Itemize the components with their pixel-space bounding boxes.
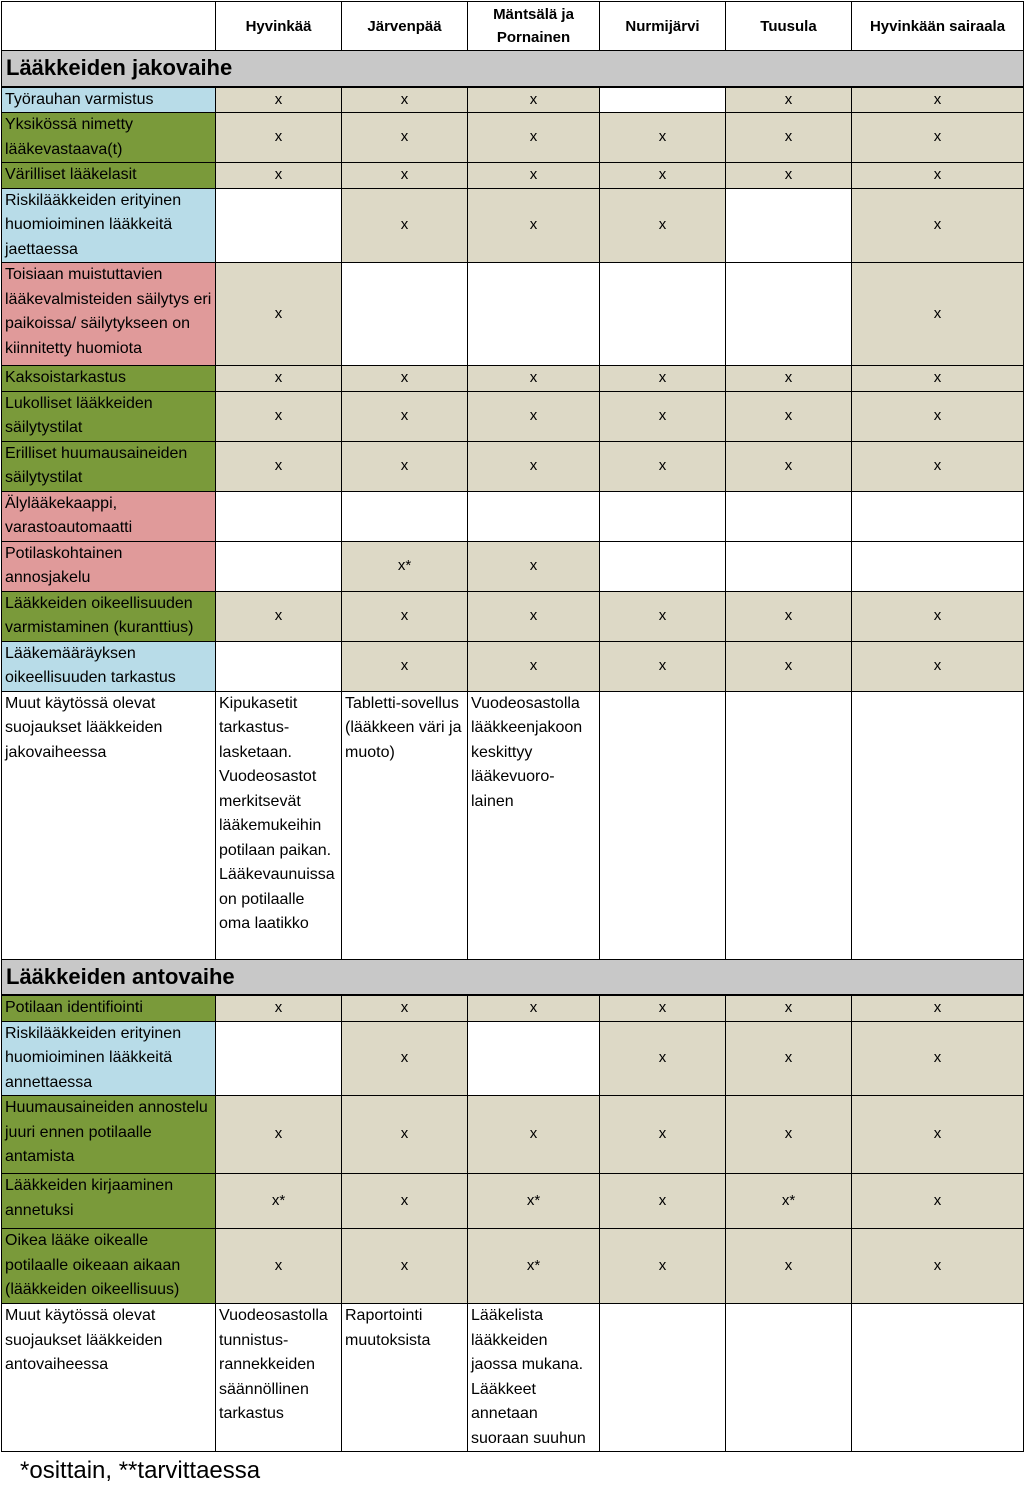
other-measures-row: [2, 1304, 1024, 1452]
mark-cell: x: [600, 188, 726, 263]
mark-cell: x: [468, 163, 600, 189]
table-row: [2, 995, 1024, 1021]
mark-cell: x*: [468, 1174, 600, 1229]
mark-cell: x: [342, 441, 468, 491]
mark-cell: x: [342, 366, 468, 392]
mark-cell: x: [342, 641, 468, 691]
note-cell: [852, 691, 1024, 959]
mark-cell: x: [342, 1174, 468, 1229]
column-header-row: [2, 2, 1024, 51]
mark-cell: x: [852, 591, 1024, 641]
mark-cell: x: [342, 113, 468, 163]
mark-cell: x: [600, 1229, 726, 1304]
note-cell: [726, 691, 852, 959]
mark-cell: x: [342, 87, 468, 113]
row-label: Riskilääkkeiden erityinen huomioiminen lääkkeitä annettaessa: [2, 1021, 216, 1096]
mark-cell: x: [600, 391, 726, 441]
mark-cell: x: [468, 441, 600, 491]
table-row: [2, 113, 1024, 163]
row-label: Lääkemääräyksen oikeellisuuden tarkastus: [2, 641, 216, 691]
mark-cell: x: [216, 591, 342, 641]
row-label: Lääkkeiden oikeellisuuden varmistaminen (kuranttius): [2, 591, 216, 641]
table-row: [2, 641, 1024, 691]
column-header: Tuusula: [726, 2, 852, 51]
mark-cell: x: [468, 87, 600, 113]
mark-cell: x: [468, 641, 600, 691]
mark-cell: x: [600, 366, 726, 392]
note-cell: Vuodeosastolla tunnistus-rannekkeiden säännöllinen tarkastus: [216, 1304, 342, 1452]
mark-cell: [726, 263, 852, 366]
note-cell: Raportointi muutoksista: [342, 1304, 468, 1452]
table-row: [2, 541, 1024, 591]
mark-cell: x: [468, 591, 600, 641]
mark-cell: x: [342, 1229, 468, 1304]
mark-cell: [726, 541, 852, 591]
table-row: [2, 1096, 1024, 1174]
mark-cell: x: [216, 163, 342, 189]
mark-cell: [216, 541, 342, 591]
section-header-row: [2, 51, 1024, 87]
mark-cell: x: [726, 163, 852, 189]
mark-cell: x: [468, 1096, 600, 1174]
row-label: Lukolliset lääkkeiden säilytystilat: [2, 391, 216, 441]
mark-cell: [600, 87, 726, 113]
note-cell: [726, 1304, 852, 1452]
row-label: Yksikössä nimetty lääkevastaava(t): [2, 113, 216, 163]
mark-cell: [216, 641, 342, 691]
row-label: Oikea lääke oikealle potilaalle oikeaan aikaan (lääkkeiden oikeellisuus): [2, 1229, 216, 1304]
note-cell: Lääkelista lääkkeiden jaossa mukana. Lääkkeet annetaan suoraan suuhun: [468, 1304, 600, 1452]
note-cell: [600, 1304, 726, 1452]
table-row: [2, 263, 1024, 366]
other-measures-row: [2, 691, 1024, 959]
mark-cell: x: [468, 366, 600, 392]
mark-cell: [468, 1021, 600, 1096]
mark-cell: x: [468, 391, 600, 441]
row-label: Muut käytössä olevat suojaukset lääkkeiden jakovaiheessa: [2, 691, 216, 959]
row-label: Kaksoistarkastus: [2, 366, 216, 392]
mark-cell: x: [216, 995, 342, 1021]
mark-cell: x: [342, 391, 468, 441]
mark-cell: [852, 541, 1024, 591]
note-cell: Tabletti-sovellus (lääkkeen väri ja muoto): [342, 691, 468, 959]
mark-cell: x: [468, 541, 600, 591]
column-header: Hyvinkään sairaala: [852, 2, 1024, 51]
column-header: Hyvinkää: [216, 2, 342, 51]
footnote: *osittain, **tarvittaessa: [20, 1457, 261, 1484]
row-label: Lääkkeiden kirjaaminen annetuksi: [2, 1174, 216, 1229]
mark-cell: x: [342, 188, 468, 263]
mark-cell: x: [726, 995, 852, 1021]
mark-cell: x: [600, 641, 726, 691]
measures-table: [1, 1, 1024, 1452]
row-label: Potilaskohtainen annosjakelu: [2, 541, 216, 591]
mark-cell: x: [600, 1096, 726, 1174]
mark-cell: x: [468, 188, 600, 263]
mark-cell: x: [216, 263, 342, 366]
mark-cell: x: [852, 1096, 1024, 1174]
mark-cell: x: [342, 995, 468, 1021]
mark-cell: x: [726, 1021, 852, 1096]
column-header: Mäntsälä ja Pornainen: [468, 2, 600, 51]
table-row: [2, 1021, 1024, 1096]
mark-cell: x: [852, 163, 1024, 189]
row-label: Potilaan identifiointi: [2, 995, 216, 1021]
mark-cell: x: [600, 1174, 726, 1229]
mark-cell: [726, 491, 852, 541]
mark-cell: [342, 491, 468, 541]
table-row: [2, 87, 1024, 113]
mark-cell: x: [726, 441, 852, 491]
column-header: Nurmijärvi: [600, 2, 726, 51]
table-row: [2, 366, 1024, 392]
mark-cell: x: [852, 1174, 1024, 1229]
row-label: Toisiaan muistuttavien lääkevalmisteiden säilytys eri paikoissa/ säilytykseen on kiinnitetty huomiota: [2, 263, 216, 366]
mark-cell: x: [726, 391, 852, 441]
mark-cell: [600, 541, 726, 591]
mark-cell: [852, 491, 1024, 541]
mark-cell: x: [600, 1021, 726, 1096]
mark-cell: x: [600, 113, 726, 163]
mark-cell: x: [852, 1229, 1024, 1304]
table-row: [2, 1174, 1024, 1229]
mark-cell: x: [852, 641, 1024, 691]
mark-cell: x: [216, 366, 342, 392]
mark-cell: x: [852, 113, 1024, 163]
mark-cell: x: [726, 641, 852, 691]
mark-cell: x: [726, 366, 852, 392]
table-row: [2, 391, 1024, 441]
row-label: Erilliset huumausaineiden säilytystilat: [2, 441, 216, 491]
mark-cell: x: [726, 591, 852, 641]
mark-cell: x: [852, 263, 1024, 366]
mark-cell: x*: [726, 1174, 852, 1229]
section-title: Lääkkeiden jakovaihe: [2, 51, 1024, 87]
mark-cell: x: [600, 441, 726, 491]
row-label: Työrauhan varmistus: [2, 87, 216, 113]
mark-cell: x: [216, 1229, 342, 1304]
row-label: Huumausaineiden annostelu juuri ennen potilaalle antamista: [2, 1096, 216, 1174]
corner-cell: [2, 2, 216, 51]
table-row: [2, 1229, 1024, 1304]
mark-cell: x: [726, 1229, 852, 1304]
mark-cell: [600, 491, 726, 541]
note-cell: [600, 691, 726, 959]
table-row: [2, 591, 1024, 641]
mark-cell: x: [852, 1021, 1024, 1096]
mark-cell: x*: [342, 541, 468, 591]
table-row: [2, 441, 1024, 491]
mark-cell: x: [216, 87, 342, 113]
mark-cell: x: [216, 113, 342, 163]
note-cell: [852, 1304, 1024, 1452]
mark-cell: x: [342, 1021, 468, 1096]
mark-cell: [216, 1021, 342, 1096]
mark-cell: x: [852, 995, 1024, 1021]
mark-cell: [468, 491, 600, 541]
row-label: Muut käytössä olevat suojaukset lääkkeiden antovaiheessa: [2, 1304, 216, 1452]
note-cell: Vuodeosastolla lääkkeenjakoon keskittyy lääkevuoro-lainen: [468, 691, 600, 959]
mark-cell: x: [216, 441, 342, 491]
mark-cell: x: [468, 113, 600, 163]
row-label: Värilliset lääkelasit: [2, 163, 216, 189]
section-title: Lääkkeiden antovaihe: [2, 959, 1024, 995]
mark-cell: x: [342, 163, 468, 189]
mark-cell: [216, 491, 342, 541]
mark-cell: x: [852, 366, 1024, 392]
mark-cell: x: [216, 1096, 342, 1174]
mark-cell: x: [216, 391, 342, 441]
mark-cell: x: [726, 87, 852, 113]
mark-cell: x: [852, 188, 1024, 263]
mark-cell: x: [342, 591, 468, 641]
table-row: [2, 163, 1024, 189]
mark-cell: x: [852, 391, 1024, 441]
mark-cell: x: [342, 1096, 468, 1174]
note-cell: Kipukasetit tarkastus-lasketaan. Vuodeosastot merkitsevät lääkemukeihin potilaan paikan. Lääkevaunuissa on potilaalle oma laatikko: [216, 691, 342, 959]
row-label: Älylääkekaappi, varastoautomaatti: [2, 491, 216, 541]
mark-cell: [342, 263, 468, 366]
mark-cell: x: [600, 995, 726, 1021]
mark-cell: [600, 263, 726, 366]
mark-cell: x: [726, 113, 852, 163]
mark-cell: [216, 188, 342, 263]
mark-cell: x: [726, 1096, 852, 1174]
mark-cell: x: [852, 441, 1024, 491]
mark-cell: [468, 263, 600, 366]
section-header-row: [2, 959, 1024, 995]
mark-cell: x: [600, 163, 726, 189]
mark-cell: x*: [468, 1229, 600, 1304]
mark-cell: x: [852, 87, 1024, 113]
mark-cell: x: [468, 995, 600, 1021]
column-header: Järvenpää: [342, 2, 468, 51]
row-label: Riskilääkkeiden erityinen huomioiminen lääkkeitä jaettaessa: [2, 188, 216, 263]
table-row: [2, 188, 1024, 263]
mark-cell: x*: [216, 1174, 342, 1229]
table-row: [2, 491, 1024, 541]
mark-cell: [726, 188, 852, 263]
mark-cell: x: [600, 591, 726, 641]
